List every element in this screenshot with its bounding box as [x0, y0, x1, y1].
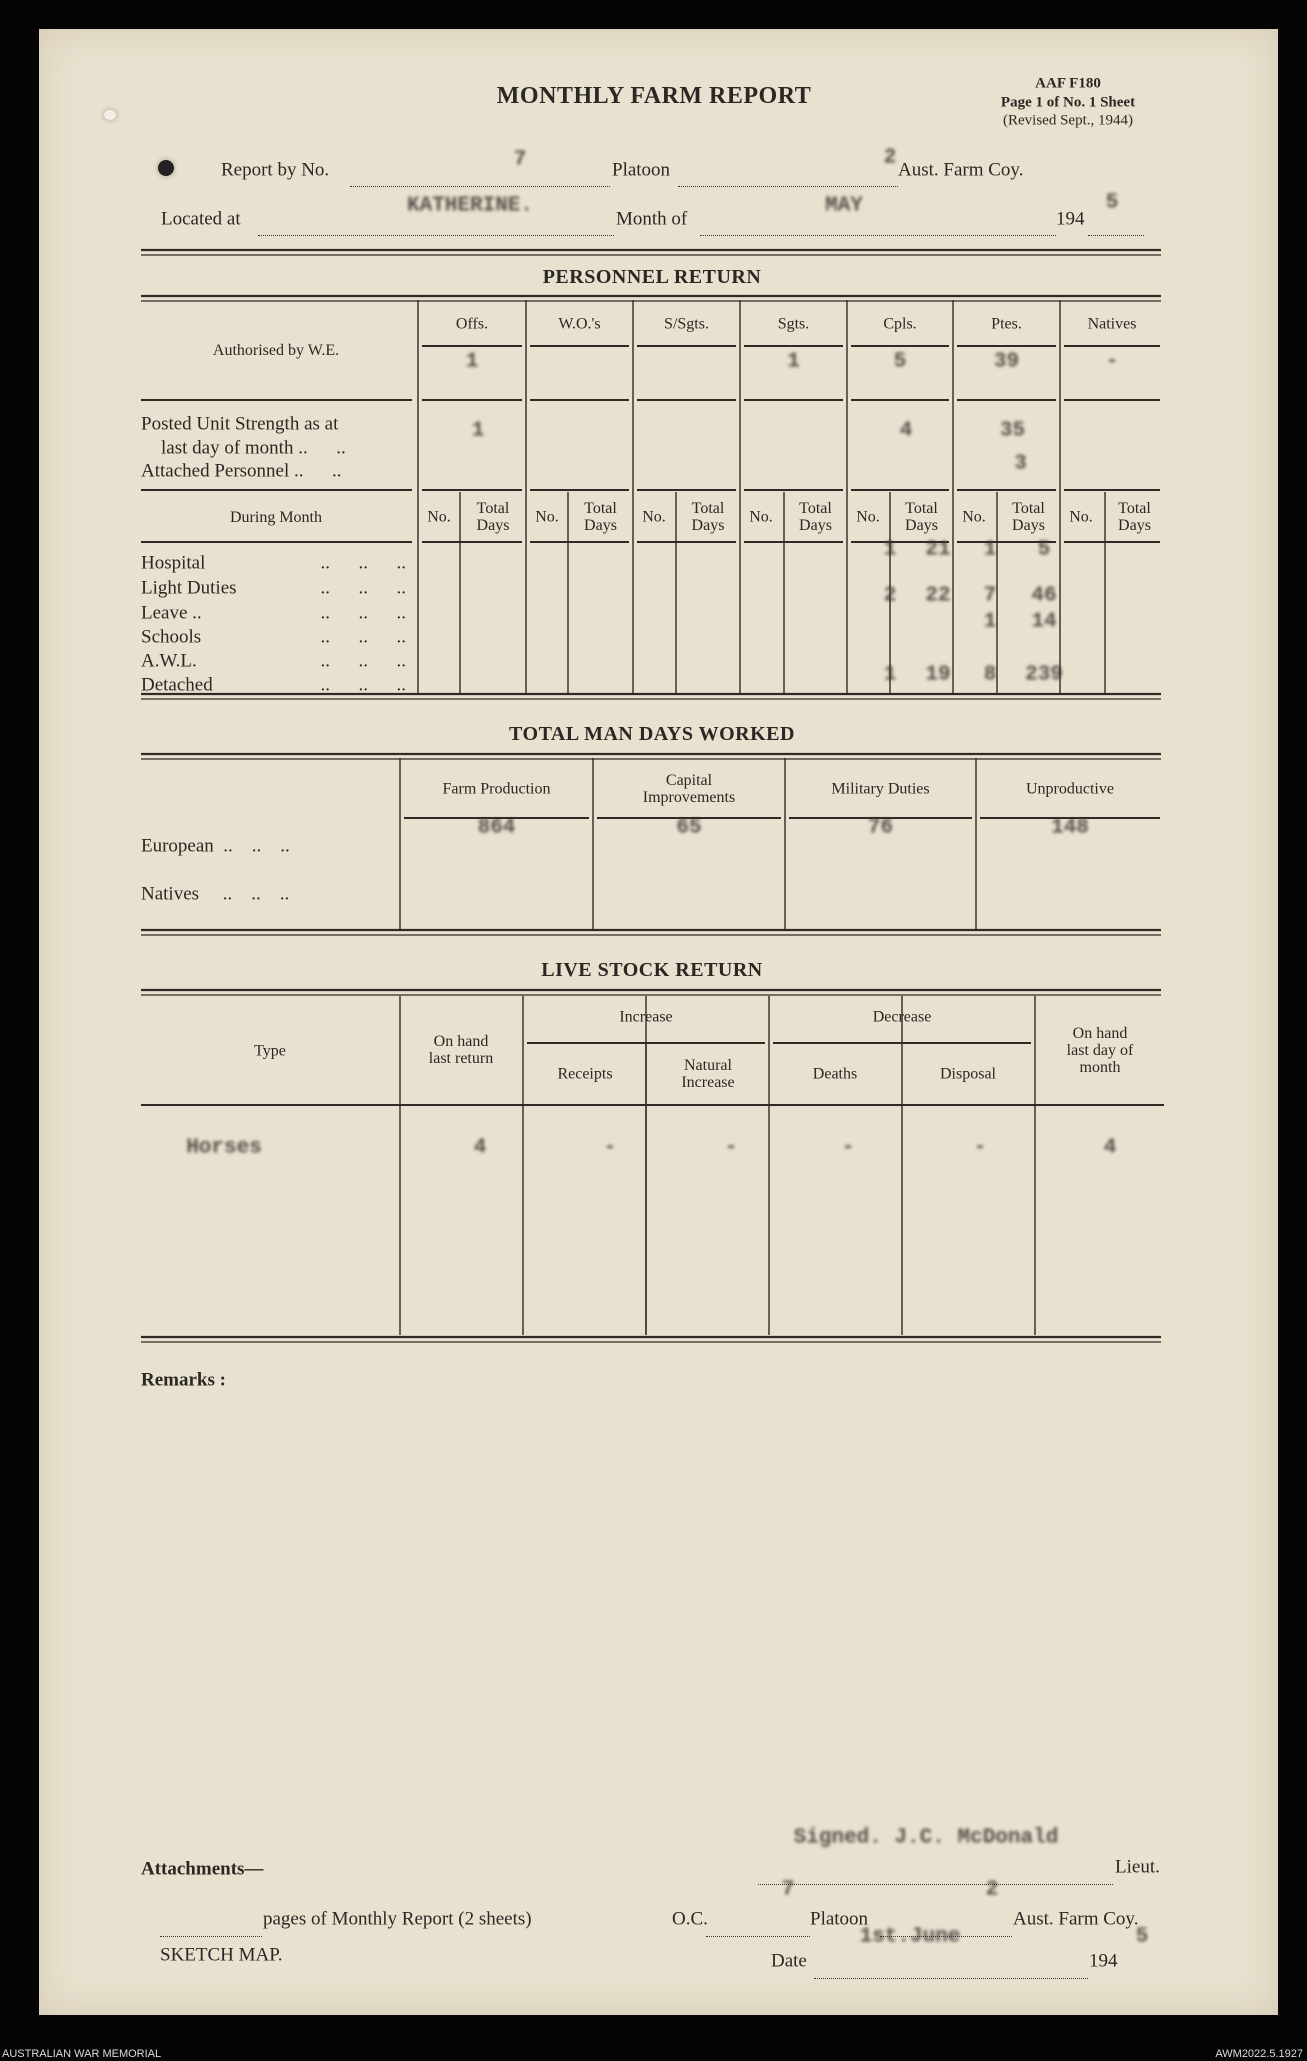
attached-value: 3: [1014, 452, 1027, 476]
row-leader-dots: .. .. ..: [320, 650, 406, 672]
cpls-days-value: 19: [925, 663, 951, 687]
revision-note: (Revised Sept., 1944): [1003, 112, 1133, 129]
date-year-prefix: 194: [1089, 1950, 1118, 1972]
man-days-value: 76: [867, 816, 894, 840]
ptes-days-value: 46: [1031, 584, 1057, 608]
month-value: MAY: [825, 194, 863, 218]
disposal-header: Disposal: [940, 1065, 996, 1083]
total-days-header: Total Days: [905, 500, 938, 534]
no-header: No.: [749, 508, 773, 526]
section-title-man-days: TOTAL MAN DAYS WORKED: [509, 723, 795, 745]
column-header: W.O.'s: [558, 315, 601, 333]
total-days-header: Total Days: [799, 500, 832, 534]
posted-label-cont: last day of month .. ..: [161, 437, 346, 459]
section-title-personnel: PERSONNEL RETURN: [542, 266, 762, 288]
livestock-type: Horses: [186, 1136, 262, 1160]
natural-value: -: [724, 1136, 738, 1160]
signature-value: Signed. J.C. McDonald: [793, 1826, 1059, 1850]
ptes-no-value: 1: [983, 610, 997, 634]
date-label: Date: [771, 1950, 807, 1972]
column-header: Natives: [1087, 315, 1137, 333]
oc-label: O.C.: [672, 1908, 708, 1930]
signature-field[interactable]: [758, 1884, 1113, 1885]
footer-coy-label: Aust. Farm Coy.: [1013, 1908, 1139, 1930]
oc-platoon-value: 2: [985, 1878, 999, 1902]
located-field[interactable]: [258, 235, 614, 236]
row-label: Hospital: [141, 552, 206, 574]
year-digit: 5: [1105, 191, 1119, 215]
receipts-value: -: [603, 1136, 617, 1160]
no-header: No.: [427, 508, 451, 526]
decrease-header: Decrease: [872, 1008, 932, 1026]
no-header: No.: [1069, 508, 1093, 526]
row-label: Light Duties: [141, 577, 237, 599]
ptes-no-value: 1: [983, 538, 997, 562]
authorised-value: 1: [787, 350, 800, 374]
column-header: Sgts.: [777, 315, 810, 333]
platoon-value: 2: [883, 146, 897, 170]
posted-value: 4: [899, 419, 913, 443]
column-header: Ptes.: [991, 315, 1022, 333]
column-header: S/Sgts.: [664, 315, 709, 333]
lieut-label: Lieut.: [1115, 1856, 1160, 1878]
credit-right: AWM2022.5.1927: [1215, 2048, 1303, 2060]
man-days-value: 864: [477, 816, 516, 840]
located-value: KATHERINE.: [406, 194, 534, 218]
footer-platoon-label: Platoon: [810, 1908, 869, 1930]
attachments-label: Attachments—: [141, 1858, 264, 1880]
cpls-no-value: 2: [883, 584, 897, 608]
man-days-value: 65: [676, 816, 702, 840]
man-days-column-header: Military Duties: [831, 780, 930, 798]
total-days-header: Total Days: [1012, 500, 1045, 534]
ptes-no-value: 7: [983, 584, 997, 608]
authorised-value: 39: [993, 350, 1020, 374]
posted-value: 35: [999, 419, 1026, 443]
no-header: No.: [535, 508, 559, 526]
remarks-label: Remarks :: [141, 1369, 226, 1391]
row-leader-dots: .. .. ..: [320, 602, 406, 624]
page-title: MONTHLY FARM REPORT: [496, 83, 812, 109]
located-label: Located at: [161, 208, 241, 230]
oc-no-value: 7: [781, 1878, 795, 1902]
date-year-digit: 5: [1135, 1925, 1149, 1949]
no-header: No.: [962, 508, 986, 526]
natural-increase-header: Natural Increase: [681, 1057, 735, 1091]
during-month-label: During Month: [230, 509, 322, 526]
total-days-header: Total Days: [1118, 500, 1151, 534]
ptes-days-value: 239: [1025, 663, 1063, 687]
posted-value: 1: [471, 419, 485, 443]
cpls-days-value: 21: [925, 538, 951, 562]
total-days-header: Total Days: [584, 500, 617, 534]
row-label: Schools: [141, 626, 202, 648]
report-by-label: Report by No.: [221, 159, 330, 181]
receipts-header: Receipts: [557, 1065, 613, 1083]
section-title-livestock: LIVE STOCK RETURN: [541, 959, 763, 981]
platoon-label: Platoon: [612, 159, 671, 181]
column-header: Offs.: [455, 315, 489, 333]
platoon-field[interactable]: [678, 186, 898, 187]
ptes-days-value: 14: [1031, 610, 1057, 634]
oc-field[interactable]: [706, 1936, 810, 1937]
pages-label: pages of Monthly Report (2 sheets): [263, 1908, 532, 1930]
increase-header: Increase: [619, 1008, 673, 1026]
pages-field[interactable]: [160, 1936, 262, 1937]
column-header: Cpls.: [883, 315, 917, 333]
man-days-column-header: Farm Production: [442, 780, 551, 798]
authorised-value: 1: [465, 350, 479, 374]
row-label: Detached: [141, 674, 213, 696]
man-days-column-header: Unproductive: [1026, 780, 1114, 798]
date-value: 1st.June: [859, 1925, 961, 1949]
coy-label: Aust. Farm Coy.: [898, 159, 1024, 181]
man-days-value: 148: [1051, 816, 1089, 840]
date-field[interactable]: [814, 1978, 1088, 1979]
deaths-header: Deaths: [812, 1065, 858, 1083]
authorised-value: 5: [893, 350, 907, 374]
man-days-column-header: Capital Improvements: [642, 772, 736, 806]
report-no-value: 7: [513, 148, 527, 172]
on-hand-value: 4: [473, 1136, 487, 1160]
total-days-header: Total Days: [476, 500, 510, 534]
no-header: No.: [642, 508, 666, 526]
form-number: AAF F180: [1035, 75, 1101, 92]
row-label: Leave ..: [141, 602, 202, 624]
attached-label: Attached Personnel .. ..: [141, 460, 342, 482]
row-leader-dots: .. .. ..: [320, 674, 406, 696]
disposal-value: -: [973, 1136, 987, 1160]
month-label: Month of: [616, 208, 688, 230]
on-hand-month-header: On hand last day of month: [1066, 1024, 1134, 1076]
total-days-header: Total Days: [691, 500, 725, 534]
row-leader-dots: .. .. ..: [320, 626, 406, 648]
authorised-label: Authorised by W.E.: [212, 342, 340, 359]
deaths-value: -: [841, 1136, 855, 1160]
cpls-days-value: 22: [925, 584, 951, 608]
posted-label: Posted Unit Strength as at: [141, 413, 339, 435]
year-prefix: 194: [1056, 208, 1085, 230]
on-hand-end-value: 4: [1103, 1136, 1117, 1160]
row-leader-dots: .. .. ..: [320, 577, 406, 599]
on-hand-last-header: On hand last return: [428, 1033, 494, 1067]
ptes-no-value: 8: [983, 663, 997, 687]
row-label: A.W.L.: [141, 650, 197, 672]
ptes-days-value: 5: [1037, 538, 1051, 562]
credit-left: AUSTRALIAN WAR MEMORIAL: [2, 2048, 162, 2060]
month-field[interactable]: [700, 235, 1056, 236]
row-leader-dots: .. .. ..: [320, 552, 406, 574]
cpls-no-value: 1: [883, 663, 897, 687]
cpls-no-value: 1: [883, 538, 897, 562]
page-indicator: Page 1 of No. 1 Sheet: [1000, 94, 1136, 111]
type-header: Type: [254, 1042, 286, 1060]
remarks-area[interactable]: [270, 1370, 1150, 1790]
sketch-map-label: SKETCH MAP.: [160, 1944, 283, 1966]
report-no-field[interactable]: [350, 186, 610, 187]
no-header: No.: [856, 508, 880, 526]
row-label: Natives .. .. ..: [141, 883, 290, 905]
row-label: European .. .. ..: [141, 835, 290, 857]
authorised-value: -: [1105, 350, 1119, 374]
